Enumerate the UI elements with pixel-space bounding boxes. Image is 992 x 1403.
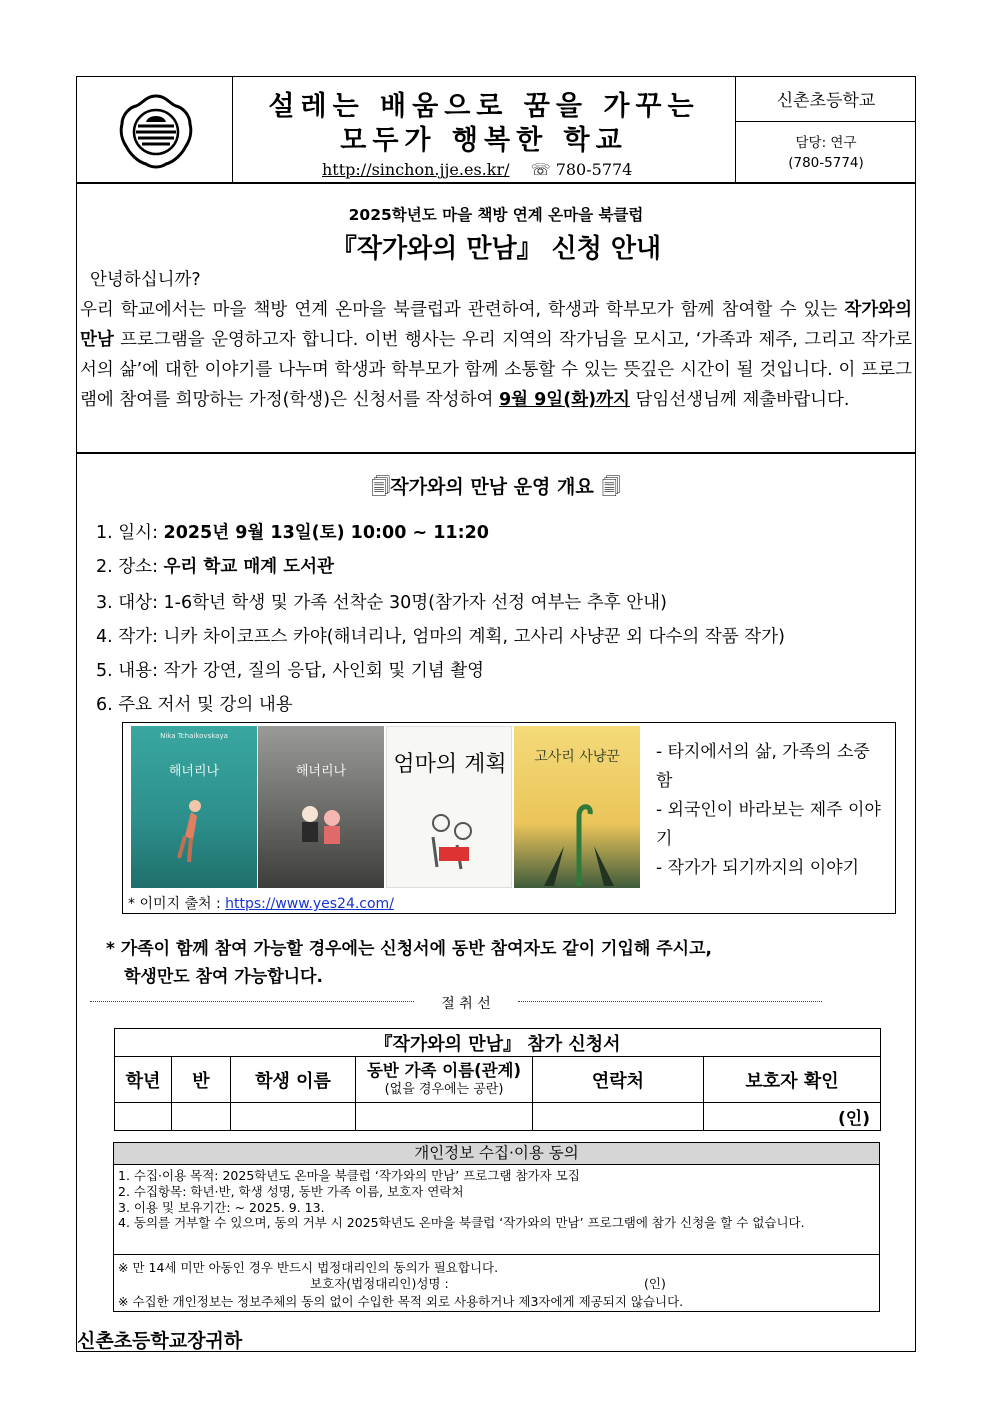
topic-1: - 타지에서의 삶, 가족의 소중함 xyxy=(656,742,870,791)
topic-3: - 작가가 되기까지의 이야기 xyxy=(656,858,859,878)
overview-title: 작가와의 만남 운영 개요 xyxy=(390,476,594,498)
privacy-item-4: 4. 동의를 거부할 수 있으며, 동의 거부 시 2025학년도 온마을 북클럽 ‘작가와의 만남’ 프로그램에 참가 신청을 할 수 없습니다. xyxy=(118,1215,805,1230)
slogan-line2: 모두가 행복한 학교 xyxy=(340,125,628,156)
item-value: 니카 차이코프스 카야(해녀리나, 엄마의 계획, 고사리 사냥꾼 외 다수의 작품 작가) xyxy=(163,627,785,647)
notice-text-3: 담임선생님께 제출바랍니다. xyxy=(629,390,850,410)
item-label: 6. xyxy=(96,695,119,715)
book-cover-1 xyxy=(131,726,257,888)
lecture-topics xyxy=(656,738,886,883)
item-label: 5. 내용: xyxy=(96,661,164,681)
overview-item-3 xyxy=(96,589,667,614)
source-label: * 이미지 출처 : xyxy=(128,896,226,912)
deadline: 9월 9일(화)까지 xyxy=(498,390,630,410)
school-emblem-icon xyxy=(116,92,196,172)
item-value: 주요 저서 및 강의 내용 xyxy=(118,695,293,715)
overview-heading xyxy=(76,472,916,505)
guardian-signature-seal[interactable]: (인) xyxy=(644,1276,666,1291)
notice-paragraph xyxy=(80,295,912,415)
book-cover-2 xyxy=(258,726,384,888)
privacy-divider xyxy=(114,1254,879,1255)
book-title: 해녀리나 xyxy=(295,764,347,779)
swimmer-illustration-icon xyxy=(171,796,211,866)
contact-phone: (780-5774) xyxy=(788,155,864,171)
form-title: 『작가와의 만남』 참가 신청서 xyxy=(115,1029,881,1057)
cut-line-right xyxy=(518,1001,822,1002)
item-value: 작가 강연, 질의 응답, 사인회 및 기념 촬영 xyxy=(163,661,485,681)
overview-item-1 xyxy=(96,519,489,544)
header-family xyxy=(356,1057,533,1103)
contact-label: 담당: 연구 xyxy=(795,135,857,151)
program-name-bold: 작가와의 만남 xyxy=(80,300,912,350)
privacy-item-2: 2. 수집항목: 학년·반, 학생 성명, 동반 가족 이름, 보호자 연락처 xyxy=(118,1184,464,1199)
privacy-item-1: 1. 수집·이용 목적: 2025학년도 온마을 북클럽 ‘작가와의 만남’ 프로그램 참가자 모집 xyxy=(118,1168,580,1183)
book-cover-3 xyxy=(386,726,512,888)
application-form-table xyxy=(114,1028,881,1131)
input-student-name[interactable] xyxy=(231,1103,356,1131)
school-url-link[interactable]: http://sinchon.jje.es.kr/ xyxy=(322,160,510,179)
item-value: 우리 학교 매계 도서관 xyxy=(163,557,334,577)
document-icon: 🗐 xyxy=(371,476,391,498)
item-label: 4. 작가: xyxy=(96,627,164,647)
header-grade: 학년 xyxy=(115,1057,172,1103)
header-guardian-check: 보호자 확인 xyxy=(704,1057,881,1103)
source-link[interactable]: https://www.yes24.com/ xyxy=(225,896,394,912)
topic-2: - 외국인이 바라보는 제주 이야기 xyxy=(656,800,881,849)
overview-item-4 xyxy=(96,623,785,648)
book-title: 고사리 사냥꾼 xyxy=(534,749,620,765)
item-value: 1-6학년 학생 및 가족 선착순 30명(참가자 선정 여부는 추후 안내) xyxy=(163,593,667,613)
header-vline-left xyxy=(232,76,233,182)
guardian-signature-label: 보호자(법정대리인)성명 : xyxy=(310,1276,449,1291)
phone-icon: ☏ xyxy=(530,160,551,179)
header-class: 반 xyxy=(172,1057,231,1103)
section-divider xyxy=(76,452,916,454)
header-divider xyxy=(76,182,916,184)
fern-illustration-icon xyxy=(544,786,614,886)
item-label: 2. 장소: xyxy=(96,557,164,577)
slogan-line1: 설레는 배움으로 꿈을 가꾸는 xyxy=(268,91,700,122)
book-author: Nika Tchaikovskaya xyxy=(160,732,228,740)
participation-note-line2: 학생만도 참여 가능합니다. xyxy=(124,967,323,987)
overview-item-6 xyxy=(96,691,293,716)
header-family-label: 동반 가족 이름(관계) xyxy=(366,1060,522,1080)
footer-recipient: 신촌초등학교장귀하 xyxy=(77,1330,243,1352)
privacy-notice-2: ※ 수집한 개인정보는 정보주체의 동의 없이 수입한 목적 외로 사용하거나 제3자에게 제공되지 않습니다. xyxy=(118,1294,684,1309)
book-title: 해녀리나 xyxy=(168,764,220,779)
cut-line-left xyxy=(90,1001,414,1002)
grandparents-illustration-icon xyxy=(417,807,487,877)
overview-item-2 xyxy=(96,553,334,578)
cut-line-label: 절 취 선 xyxy=(441,996,491,1012)
participation-note-line1: * 가족이 함께 참여 가능할 경우에는 신청서에 동반 참여자도 같이 기입해 주시고, xyxy=(106,939,712,959)
greeting: 안녕하십니까? xyxy=(90,270,201,290)
image-source xyxy=(128,893,394,913)
privacy-items xyxy=(118,1168,878,1230)
header-contact: 연락처 xyxy=(533,1057,704,1103)
privacy-item-3: 3. 이용 및 보유기간: ~ 2025. 9. 13. xyxy=(118,1200,325,1215)
header-contact-line xyxy=(322,160,632,179)
input-class[interactable] xyxy=(172,1103,231,1131)
book-title: 엄마의 계획 xyxy=(393,752,507,777)
item-label: 1. 일시: xyxy=(96,523,164,543)
school-name: 신촌초등학교 xyxy=(776,91,876,111)
privacy-notice-1: ※ 만 14세 미만 아동인 경우 반드시 법정대리인의 동의가 필요합니다. xyxy=(118,1260,499,1275)
notice-text-2: 프로그램을 운영하고자 합니다. 이번 행사는 우리 지역의 작가님을 모시고, ‘가족과 제주, 그리고 작가로서의 삶’에 대한 이야기를 나누며 학생과 학부모가 함께 소통할 수 있는 뜻깊은 시간이 될 것입니다. 이 프로그램에 참여를 희망하는 가정(학생)은 신청서를 작성하여 xyxy=(80,330,912,410)
input-family[interactable] xyxy=(356,1103,533,1131)
overview-item-5 xyxy=(96,657,484,682)
input-guardian-seal[interactable]: (인) xyxy=(704,1103,881,1131)
privacy-title: 개인정보 수집·이용 동의 xyxy=(114,1143,879,1165)
document-icon: 🗐 xyxy=(601,476,621,498)
family-illustration-icon xyxy=(292,796,352,856)
notice-text-1: 우리 학교에서는 마을 책방 연계 온마을 북클럽과 관련하여, 학생과 학부모가 함께 참여할 수 있는 xyxy=(80,300,845,320)
notice-title: 『작가와의 만남』 신청 안내 xyxy=(330,234,662,264)
header-hline-right xyxy=(735,121,916,122)
input-grade[interactable] xyxy=(115,1103,172,1131)
item-label: 3. 대상: xyxy=(96,593,164,613)
header-student-name: 학생 이름 xyxy=(231,1057,356,1103)
header-family-note: (없을 경우에는 공란) xyxy=(384,1081,504,1097)
phone-number: 780-5774 xyxy=(555,160,633,179)
input-contact[interactable] xyxy=(533,1103,704,1131)
item-value: 2025년 9월 13일(토) 10:00 ~ 11:20 xyxy=(163,523,489,543)
notice-subtitle: 2025학년도 마을 책방 연계 온마을 북클럽 xyxy=(348,206,644,224)
book-cover-4 xyxy=(514,726,640,888)
